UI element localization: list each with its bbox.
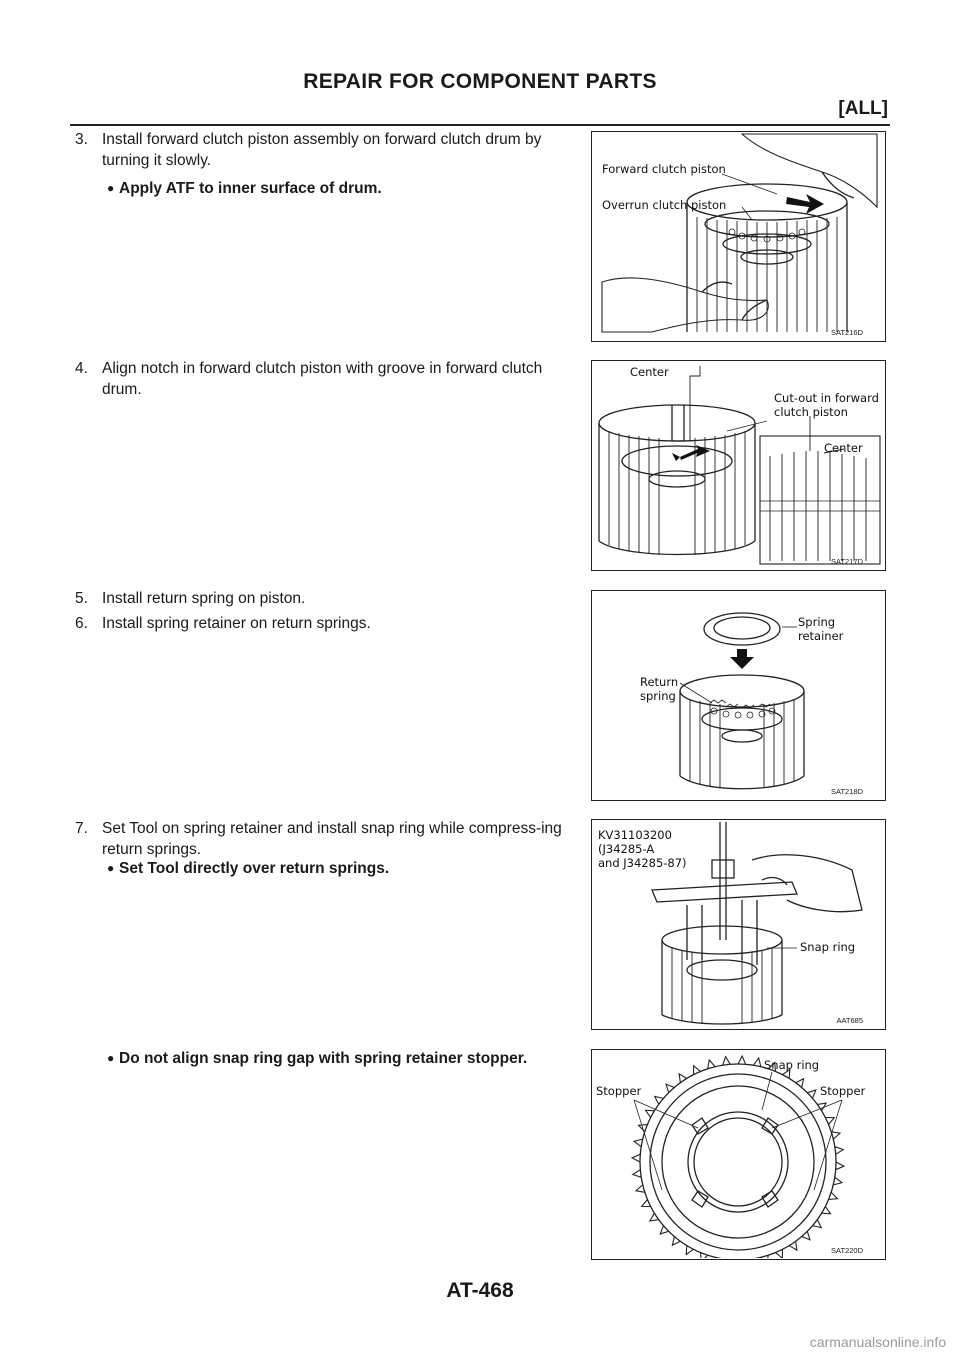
figure-label: Stopper — [820, 1084, 866, 1098]
figure-id: SAT220D — [831, 1246, 863, 1255]
step-text: Set Tool on spring retainer and install snap ring while compress-ing return springs. — [102, 820, 562, 858]
note-text: Set Tool directly over return springs. — [119, 860, 390, 877]
header-title: REPAIR FOR COMPONENT PARTS — [303, 70, 657, 93]
figure-label: clutch piston — [774, 405, 848, 419]
bullet-icon: ● — [107, 181, 115, 195]
bullet-icon: ● — [107, 861, 115, 875]
step-5 — [75, 588, 575, 609]
step-3-note — [107, 178, 577, 199]
step-text: Install forward clutch piston assembly on forward clutch drum by turning it slowly. — [102, 131, 542, 169]
bullet-icon: ● — [107, 1051, 115, 1065]
figure-label: Overrun clutch piston — [602, 198, 727, 212]
figure-aat685 — [591, 819, 886, 1030]
step-number: 5. — [75, 590, 88, 607]
figure-label: Spring — [798, 615, 836, 629]
figure-sat218d — [591, 590, 886, 801]
figure-sat217d — [591, 360, 886, 571]
step-number: 6. — [75, 615, 88, 632]
step-3 — [75, 129, 575, 171]
step-number: 4. — [75, 360, 88, 377]
step-7-note — [107, 858, 577, 879]
figure-id: AAT685 — [836, 1016, 863, 1025]
figure-label: Forward clutch piston — [602, 162, 726, 176]
step-7 — [75, 818, 575, 860]
figure-label: spring — [640, 689, 676, 703]
figure-sat216d — [591, 131, 886, 342]
note-text: Do not align snap ring gap with spring retainer stopper. — [119, 1050, 528, 1067]
step-6 — [75, 613, 575, 634]
figure-label: Snap ring — [800, 940, 856, 954]
return-spring-illustration — [592, 591, 884, 799]
figure-label: Stopper — [596, 1084, 642, 1098]
figure-id: SAT216D — [831, 328, 863, 337]
note-text: Apply ATF to inner surface of drum. — [119, 180, 382, 197]
figure-label: Snap ring — [764, 1058, 820, 1072]
figure-label: Return — [640, 675, 679, 689]
step-4 — [75, 358, 575, 400]
figure-label: Center — [630, 365, 669, 379]
page-number: AT-468 — [446, 1279, 514, 1302]
figure-label: Cut-out in forward — [774, 391, 879, 405]
gear-tooth — [836, 1162, 844, 1170]
header-divider — [70, 124, 890, 126]
figure-label: Center — [824, 441, 863, 455]
step-text: Align notch in forward clutch piston with groove in forward clutch drum. — [102, 360, 543, 398]
step-number: 3. — [75, 131, 88, 148]
figure-label: KV31103200 — [598, 828, 672, 842]
gear-tooth — [632, 1154, 640, 1162]
snap-ring-note — [107, 1048, 577, 1069]
figure-label: retainer — [798, 629, 844, 643]
figure-id: SAT217D — [831, 557, 863, 566]
figure-sat220d — [591, 1049, 886, 1260]
snap-ring-stopper-illustration — [592, 1050, 884, 1258]
gear-tooth — [738, 1056, 746, 1064]
header-tag: [ALL] — [838, 98, 888, 119]
step-text: Install return spring on piston. — [102, 590, 306, 607]
figure-id: SAT218D — [831, 787, 863, 796]
step-text: Install spring retainer on return springs. — [102, 615, 371, 632]
figure-label: and J34285-87) — [598, 856, 687, 870]
step-number: 7. — [75, 820, 88, 837]
figure-label: (J34285-A — [598, 842, 655, 856]
watermark: carmanualsonline.info — [809, 1334, 946, 1350]
